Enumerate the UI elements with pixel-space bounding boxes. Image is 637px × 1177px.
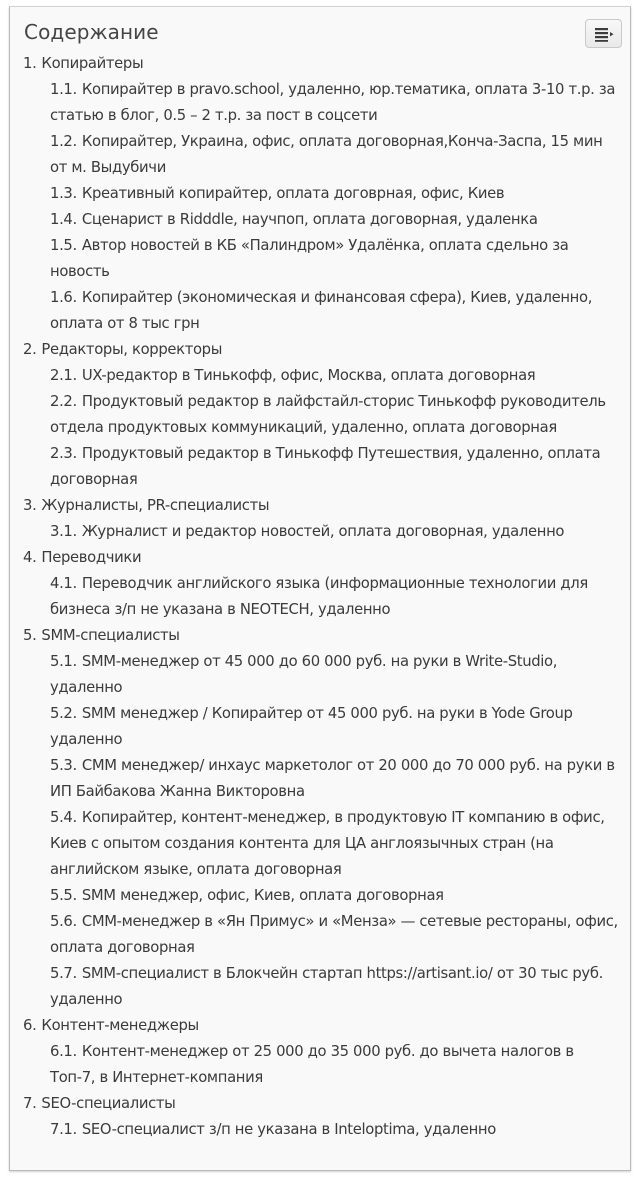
toc-item-label: Контент-менеджер от 25 000 до 35 000 руб. до вычета налогов в Топ-7, в Интернет-компания (50, 1043, 574, 1086)
toc-item-number: 1.5. (50, 237, 77, 254)
toc-section-label: Переводчики (41, 549, 142, 566)
toc-item-label: Переводчик английского языка (информационные технологии для бизнеса з/п не указана в NEOTECH, удаленно (50, 575, 588, 618)
toc-section-number: 5. (23, 627, 37, 644)
toc-item-link[interactable] (50, 909, 623, 961)
toc-item (50, 441, 623, 493)
toc-item-label: CMM-менеджер в «Ян Примус» и «Менза» — сетевые рестораны, офис, оплата договорная (50, 913, 618, 956)
toc-section-label: Редакторы, корректоры (41, 341, 223, 358)
toc-item-link[interactable] (50, 285, 623, 337)
toc-item-link[interactable] (50, 207, 623, 233)
toc-section (23, 51, 623, 337)
toc-item-number: 2.1. (50, 367, 77, 384)
toc-sublist (23, 1039, 623, 1091)
toc-item-link[interactable] (50, 1117, 623, 1143)
toc-section-label: Контент-менеджеры (41, 1017, 199, 1034)
toc-item-number: 1.4. (50, 211, 77, 228)
toc-section-label: Журналисты, PR-специалисты (41, 497, 270, 514)
toc-section-label: SEO-специалисты (41, 1095, 176, 1112)
toc-item (50, 571, 623, 623)
toc-item-number: 5.6. (50, 913, 77, 930)
toc-item-label: SMM менеджер / Копирайтер от 45 000 руб. на руки в Yode Group удаленно (50, 705, 573, 748)
toc-item (50, 701, 623, 753)
toc-item (50, 649, 623, 701)
toc-item (50, 389, 623, 441)
table-of-contents (9, 6, 631, 1171)
toc-section (23, 337, 623, 493)
toc-item-number: 5.1. (50, 653, 77, 670)
toc-section-link[interactable] (23, 337, 623, 363)
toc-item (50, 233, 623, 285)
toc-item-label: СММ менеджер/ инхаус маркетолог от 20 000 до 70 000 руб. на руки в ИП Байбакова Жанна Викторовна (50, 757, 615, 800)
toc-section-link[interactable] (23, 1091, 623, 1117)
toc-section-label: SMM-специалисты (41, 627, 180, 644)
toc-item-number: 5.5. (50, 887, 77, 904)
toc-item-number: 3.1. (50, 523, 77, 540)
toc-item-link[interactable] (50, 389, 623, 441)
toc-item (50, 1039, 623, 1091)
toc-section-number: 4. (23, 549, 37, 566)
toc-item-number: 5.3. (50, 757, 77, 774)
toc-item-number: 1.2. (50, 133, 77, 150)
toc-item (50, 805, 623, 883)
toc-item (50, 207, 623, 233)
toc-item-link[interactable] (50, 753, 623, 805)
toc-item (50, 77, 623, 129)
toc-sublist (23, 363, 623, 493)
toc-section (23, 493, 623, 545)
toc-item-label: Копирайтер, контент-менеджер, в продуктовую IT компанию в офис, Киев с опытом создания контента для ЦА англоязычных стран (на английском языке, оплата договорная (50, 809, 605, 878)
toc-item-link[interactable] (50, 805, 623, 883)
toc-item-number: 7.1. (50, 1121, 77, 1138)
toc-item-number: 1.3. (50, 185, 77, 202)
toc-section-number: 7. (23, 1095, 37, 1112)
toc-sublist (23, 1117, 623, 1143)
toc-item-number: 6.1. (50, 1043, 77, 1060)
toc-section (23, 545, 623, 623)
toc-section-link[interactable] (23, 493, 623, 519)
toc-section-link[interactable] (23, 545, 623, 571)
toc-item-link[interactable] (50, 233, 623, 285)
toc-item-label: Автор новостей в КБ «Палиндром» Удалёнка, оплата сдельно за новость (50, 237, 569, 280)
toc-item-link[interactable] (50, 181, 623, 207)
toc-section (23, 623, 623, 1013)
toc-sublist (23, 571, 623, 623)
toc-item-link[interactable] (50, 77, 623, 129)
toc-sublist (23, 77, 623, 337)
toc-item (50, 519, 623, 545)
toc-item (50, 753, 623, 805)
toc-item-label: Сценарист в Ridddle, научпоп, оплата договорная, удаленка (81, 211, 538, 228)
toc-item (50, 181, 623, 207)
toc-item-label: Копирайтер (экономическая и финансовая сфера), Киев, удаленно, оплата от 8 тыс грн (50, 289, 593, 332)
toc-item (50, 961, 623, 1013)
toc-item-label: Продуктовый редактор в лайфстайл-сторис Тинькофф руководитель отдела продуктовых коммуникаций, удаленно, оплата договорная (50, 393, 606, 436)
toc-item-label: SMM-специалист в Блокчейн стартап https://artisant.io/ от 30 тыс руб. удаленно (50, 965, 603, 1008)
toc-item-number: 5.4. (50, 809, 77, 826)
toc-section (23, 1091, 623, 1143)
toc-item-label: Креативный копирайтер, оплата договрная, офис, Киев (81, 185, 505, 202)
toc-section-number: 3. (23, 497, 37, 514)
toc-item-label: Копирайтер в pravo.school, удаленно, юр.тематика, оплата 3-10 т.р. за статью в блог, 0.5 – 2 т.р. за пост в соцсети (50, 81, 616, 124)
toc-item-number: 2.3. (50, 445, 77, 462)
toc-section-link[interactable] (23, 1013, 623, 1039)
toc-item (50, 285, 623, 337)
toc-section-link[interactable] (23, 623, 623, 649)
toc-item-link[interactable] (50, 649, 623, 701)
toc-sublist (23, 519, 623, 545)
toc-list (23, 51, 623, 1143)
toc-sublist (23, 649, 623, 1013)
toc-item-link[interactable] (50, 441, 623, 493)
toc-item (50, 363, 623, 389)
toc-item-link[interactable] (50, 883, 623, 909)
toc-item-link[interactable] (50, 571, 623, 623)
toc-item-label: SMM-менеджер от 45 000 до 60 000 руб. на руки в Write-Studio, удаленно (50, 653, 558, 696)
toc-section (23, 1013, 623, 1091)
toc-section-number: 6. (23, 1017, 37, 1034)
toc-section-link[interactable] (23, 51, 623, 77)
toc-section-number: 2. (23, 341, 37, 358)
toc-item-label: Журналист и редактор новостей, оплата договорная, удаленно (81, 523, 565, 540)
toc-item-number: 2.2. (50, 393, 77, 410)
toc-section-label: Копирайтеры (41, 55, 144, 72)
toc-item-link[interactable] (50, 1039, 623, 1091)
toc-item-label: Копирайтер, Украина, офис, оплата договорная,Конча-Заспа, 15 мин от м. Выдубичи (50, 133, 603, 176)
toc-item-label: Продуктовый редактор в Тинькофф Путешествия, удаленно, оплата договорная (50, 445, 601, 488)
toc-item (50, 909, 623, 961)
toc-toggle-button[interactable] (585, 19, 622, 48)
toc-item-number: 4.1. (50, 575, 77, 592)
toc-item-number: 1.1. (50, 81, 77, 98)
toc-title: Содержание (24, 20, 159, 44)
toc-item-link[interactable] (50, 961, 623, 1013)
toc-section-number: 1. (23, 55, 37, 72)
toc-item-label: SEO-специалист з/п не указана в Inteloptima, удаленно (81, 1121, 496, 1138)
toc-item-number: 5.7. (50, 965, 77, 982)
toc-item-label: UX-редактор в Тинькофф, офис, Москва, оплата договорная (81, 367, 536, 384)
toc-item-link[interactable] (50, 519, 623, 545)
toc-item-number: 5.2. (50, 705, 77, 722)
toc-item (50, 129, 623, 181)
toc-item-link[interactable] (50, 701, 623, 753)
toc-item (50, 883, 623, 909)
toc-item-label: SMM менеджер, офис, Киев, оплата договорная (81, 887, 444, 904)
toc-item (50, 1117, 623, 1143)
toc-item-number: 1.6. (50, 289, 77, 306)
toc-item-link[interactable] (50, 363, 623, 389)
toc-item-link[interactable] (50, 129, 623, 181)
